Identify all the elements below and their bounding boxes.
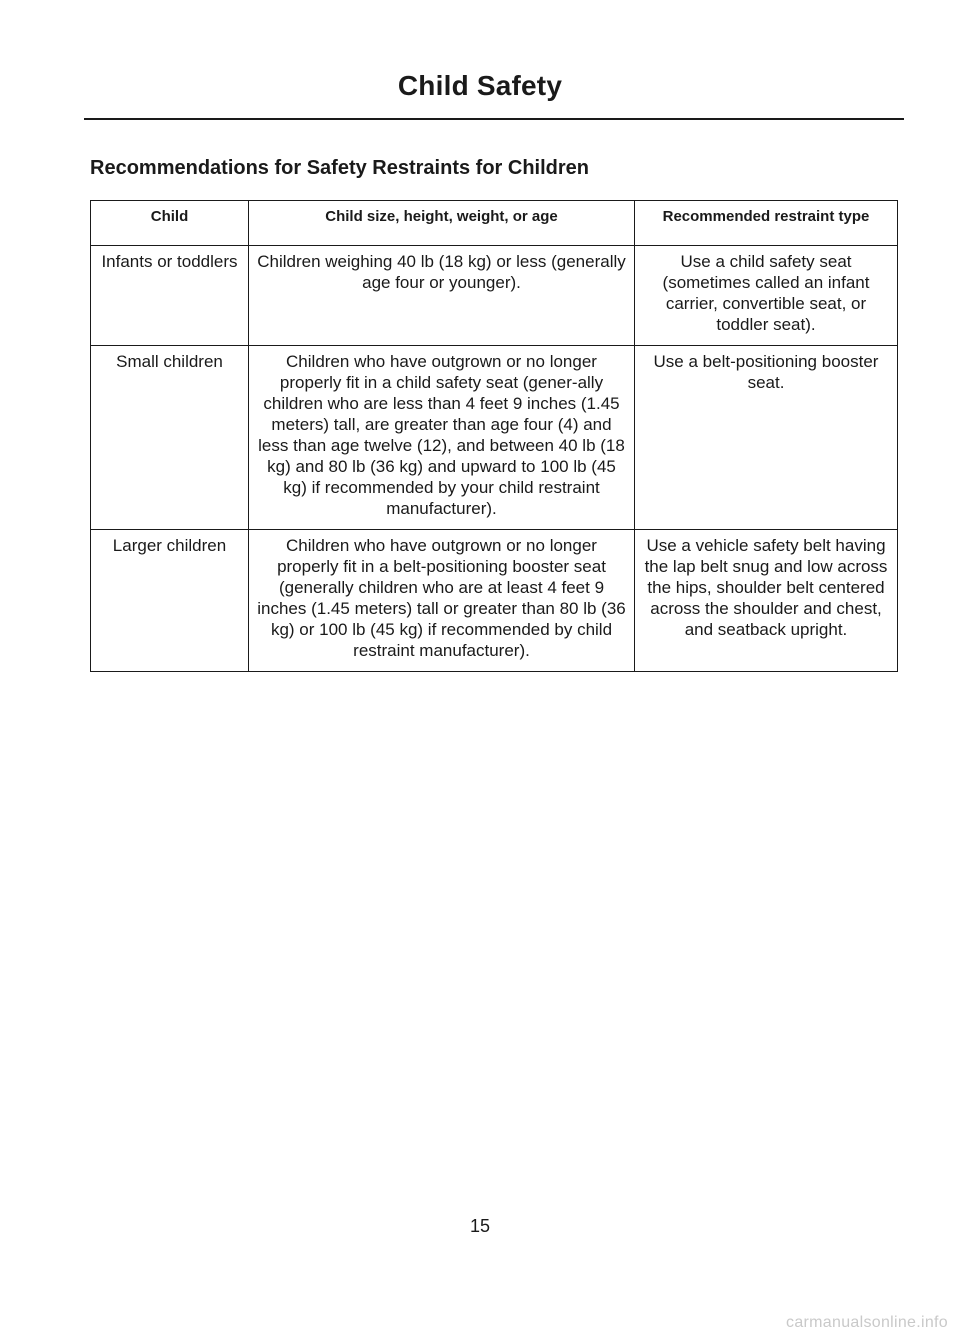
cell-restraint: Use a belt-positioning booster seat. (635, 346, 898, 530)
column-header-child: Child (91, 201, 249, 246)
column-header-size: Child size, height, weight, or age (249, 201, 635, 246)
page-number: 15 (469, 1216, 491, 1236)
cell-restraint: Use a vehicle safety belt having the lap belt snug and low across the hips, shoulder belt centered across the shoulder and chest, and seatback upright. (635, 530, 898, 672)
cell-size: Children who have outgrown or no longer properly fit in a child safety seat (gener-ally children who are less than 4 feet 9 inches (1.45 meters) tall, are greater than age four (4) and less than age twelve (12), and between 40 lb (18 kg) and 80 lb (36 kg) and upward to 100 lb (45 kg) if recommended by your child restraint manufacturer). (249, 346, 635, 530)
cell-child: Infants or toddlers (91, 246, 249, 346)
cell-child: Small children (91, 346, 249, 530)
table-header-row (91, 201, 898, 246)
page-title: Child Safety (397, 70, 563, 101)
table-row (91, 530, 898, 672)
table-row (91, 246, 898, 346)
header-divider (84, 118, 904, 120)
cell-restraint: Use a child safety seat (sometimes called an infant carrier, convertible seat, or toddler seat). (635, 246, 898, 346)
cell-size: Children weighing 40 lb (18 kg) or less (generally age four or younger). (249, 246, 635, 346)
column-header-restraint: Recommended restraint type (635, 201, 898, 246)
watermark-text: carmanualsonline.info (786, 1314, 948, 1331)
cell-child: Larger children (91, 530, 249, 672)
cell-size: Children who have outgrown or no longer properly fit in a belt-positioning booster seat (generally children who are at least 4 feet 9 inches (1.45 meters) tall or greater than 80 lb (36 kg) or 100 lb (45 kg) if recommended by child restraint manufacturer). (249, 530, 635, 672)
table-row (91, 346, 898, 530)
section-heading: Recommendations for Safety Restraints for Children (90, 157, 589, 179)
safety-restraints-table (90, 200, 898, 672)
